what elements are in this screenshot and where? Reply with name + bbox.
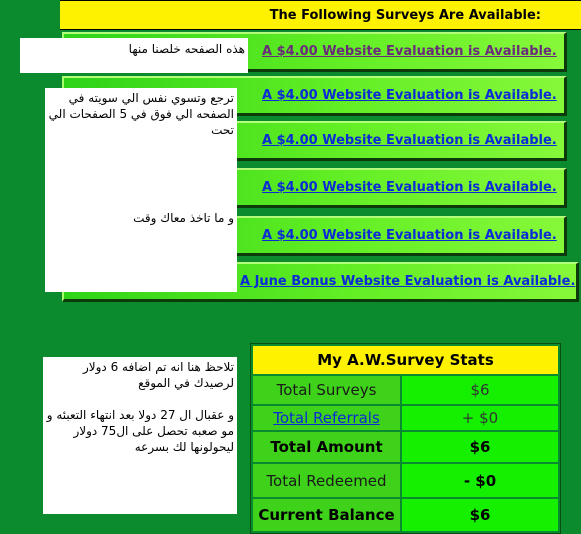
survey-link[interactable]: A $4.00 Website Evaluation is Available.: [262, 44, 557, 59]
surveys-header-title: The Following Surveys Are Available:: [269, 8, 541, 23]
annotation-note-2: [45, 88, 237, 292]
survey-link[interactable]: A $4.00 Website Evaluation is Available.: [262, 88, 557, 103]
stats-label-total-referrals: [253, 406, 400, 430]
stats-value-total-surveys: $6: [402, 376, 558, 404]
surveys-header: [60, 0, 581, 30]
stats-label-total-amount: Total Amount: [253, 432, 400, 462]
survey-link[interactable]: A June Bonus Website Evaluation is Available.: [240, 274, 576, 289]
stats-value-total-redeemed: - $0: [402, 464, 558, 497]
survey-link[interactable]: A $4.00 Website Evaluation is Available.: [262, 180, 557, 195]
survey-link[interactable]: A $4.00 Website Evaluation is Available.: [262, 228, 557, 243]
annotation-text: و عقبال ال 27 دولا بعد انتهاء التعبئه و مو صعبه تحصل على ال75 دولار ليحولونها لك بسرعه: [46, 408, 234, 454]
stats-value-total-referrals: + $0: [402, 406, 558, 430]
annotation-text: و ما تاخذ معاك وقت: [133, 211, 234, 225]
annotation-note-1: [20, 38, 248, 73]
stats-label-total-redeemed: Total Redeemed: [253, 464, 400, 497]
stats-value-total-amount: $6: [402, 432, 558, 462]
survey-stats-table: [250, 343, 561, 534]
stats-label-current-balance: Current Balance: [253, 499, 400, 531]
survey-link[interactable]: A $4.00 Website Evaluation is Available.: [262, 133, 557, 148]
annotation-text: ترجع وتسوي نفس الي سويته في الصفحه الي فوق في 5 الصفحات الي تحت: [48, 91, 234, 137]
stats-label-total-surveys: Total Surveys: [253, 376, 400, 404]
annotation-note-3: [43, 357, 237, 514]
annotation-text: تلاحظ هنا انه تم اضافه 6 دولار لرصيدك في الموقع: [82, 360, 234, 390]
annotation-text: هذه الصفحه خلصنا منها: [128, 42, 245, 56]
stats-title: My A.W.Survey Stats: [253, 346, 558, 374]
total-referrals-link[interactable]: Total Referrals: [273, 409, 380, 427]
stats-value-current-balance: $6: [402, 499, 558, 531]
